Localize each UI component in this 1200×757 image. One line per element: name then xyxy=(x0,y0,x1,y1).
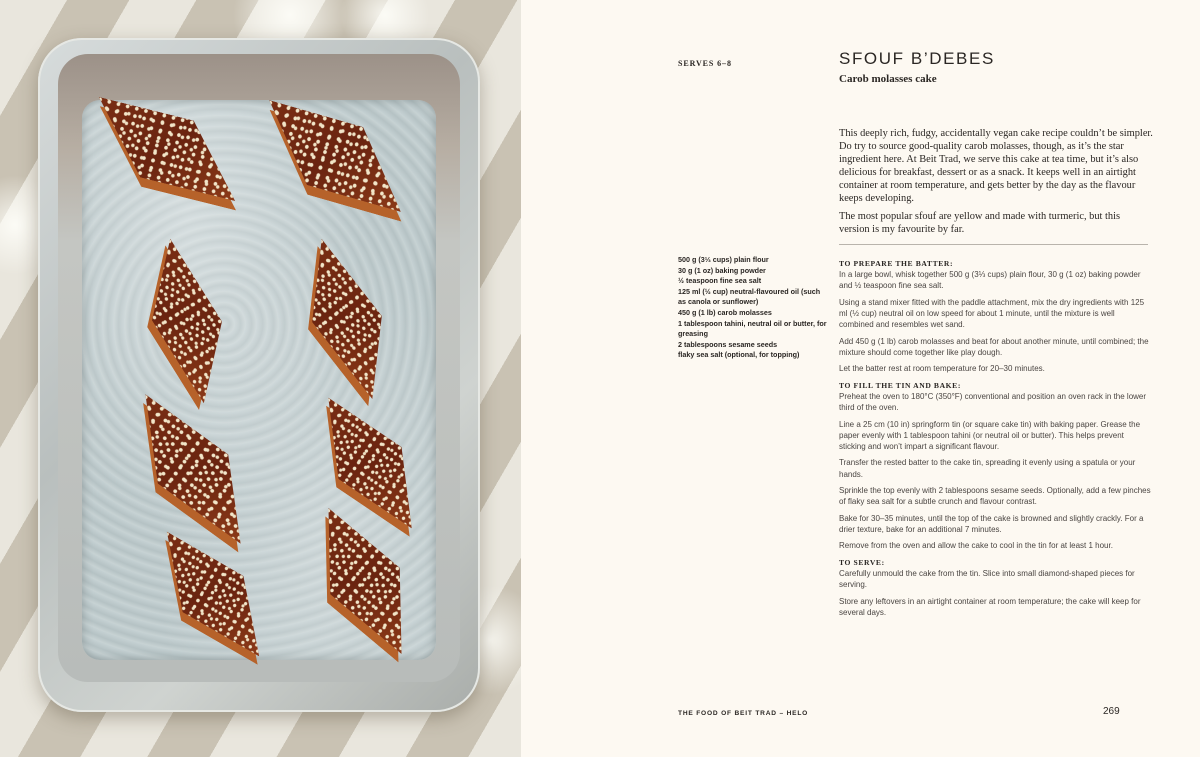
recipe-title: SFOUF B’DEBES xyxy=(839,49,995,68)
ingredient-item: 1 tablespoon tahini, neutral oil or butter, for greasing xyxy=(678,318,827,339)
ingredient-item: 125 ml (½ cup) neutral-flavoured oil (such as canola or sunflower) xyxy=(678,287,821,307)
method-heading-bake: TO FILL THE TIN AND BAKE: xyxy=(839,380,961,390)
method-step: Line a 25 cm (10 in) springform tin (or square cake tin) with baking paper. Grease the paper evenly with 1 tablespoon tahini (or neutral oil or butter). This helps prevent sticking and won’t impart a significant flavour. xyxy=(839,419,1141,451)
ingredient-item: flaky sea salt (optional, for topping) xyxy=(678,350,800,360)
intro-paragraph: This deeply rich, fudgy, accidentally vegan cake recipe couldn’t be simpler. Do try to source good-quality carob molasses, though, as it’s the star ingredient here. At Beit Trad, we serve this cake at tea time, but it’s also delicious for breakfast, dessert or as a snack. It keeps well in an airtight container at room temperature, and gets better by the day as the flavour keeps developing. xyxy=(839,128,1153,204)
method-step: Store any leftovers in an airtight container at room temperature; the cake will keep for several days. xyxy=(839,596,1141,617)
ingredient-item: 2 tablespoons sesame seeds xyxy=(678,339,778,349)
ingredient-item: 450 g (1 lb) carob molasses xyxy=(678,308,772,318)
method-step: Let the batter rest at room temperature for 20–30 minutes. xyxy=(839,364,1045,374)
ingredient-item: ½ teaspoon fine sea salt xyxy=(678,276,762,286)
method-step: Transfer the rested batter to the cake tin, spreading it evenly using a spatula or your hands. xyxy=(839,458,1136,479)
ingredients-list xyxy=(678,255,828,361)
method-step: Add 450 g (1 lb) carob molasses and beat for about another minute, until combined; the mixture should come together like play dough. xyxy=(839,336,1149,357)
ingredient-item: 500 g (3⅓ cups) plain flour xyxy=(678,255,769,264)
method-heading-batter: TO PREPARE THE BATTER: xyxy=(839,259,954,268)
method-step: Carefully unmould the cake from the tin. Slice into small diamond-shaped pieces for serving. xyxy=(839,569,1135,590)
recipe-subtitle: Carob molasses cake xyxy=(839,73,937,85)
method-step: In a large bowl, whisk together 500 g (3⅓ cups) plain flour, 30 g (1 oz) baking powder and ½ teaspoon fine sea salt. xyxy=(839,270,1141,291)
method-step: Sprinkle the top evenly with 2 tablespoons sesame seeds. Optionally, add a few pinches of flaky sea salt for a subtle crunch and flavour contrast. xyxy=(839,486,1151,507)
intro-paragraph: The most popular sfouf are yellow and made with turmeric, but this version is my favourite by far. xyxy=(839,211,1121,235)
recipe-intro xyxy=(839,127,1153,241)
running-title: THE FOOD OF BEIT TRAD – HELO xyxy=(678,710,809,717)
method-heading-serve: TO SERVE: xyxy=(839,558,885,568)
section-divider xyxy=(839,244,1148,245)
recipe-photo xyxy=(0,0,521,757)
page-number: 269 xyxy=(1103,706,1120,717)
ingredient-item: 30 g (1 oz) baking powder xyxy=(678,265,766,275)
serves-label: SERVES 6–8 xyxy=(678,59,732,68)
method-step: Remove from the oven and allow the cake to cool in the tin for at least 1 hour. xyxy=(839,541,1113,551)
method-section xyxy=(839,256,1151,624)
method-step: Preheat the oven to 180°C (350°F) conventional and position an oven rack in the lower third of the oven. xyxy=(839,391,1147,413)
method-step: Using a stand mixer fitted with the paddle attachment, mix the dry ingredients with 125 ml (½ cup) neutral oil on low speed for about 1 minute, until the mixture is well combined and resembles wet sand. xyxy=(839,297,1145,329)
method-step: Bake for 30–35 minutes, until the top of the cake is browned and slightly crackly. For a drier texture, bake for an additional 7 minutes. xyxy=(839,513,1144,534)
